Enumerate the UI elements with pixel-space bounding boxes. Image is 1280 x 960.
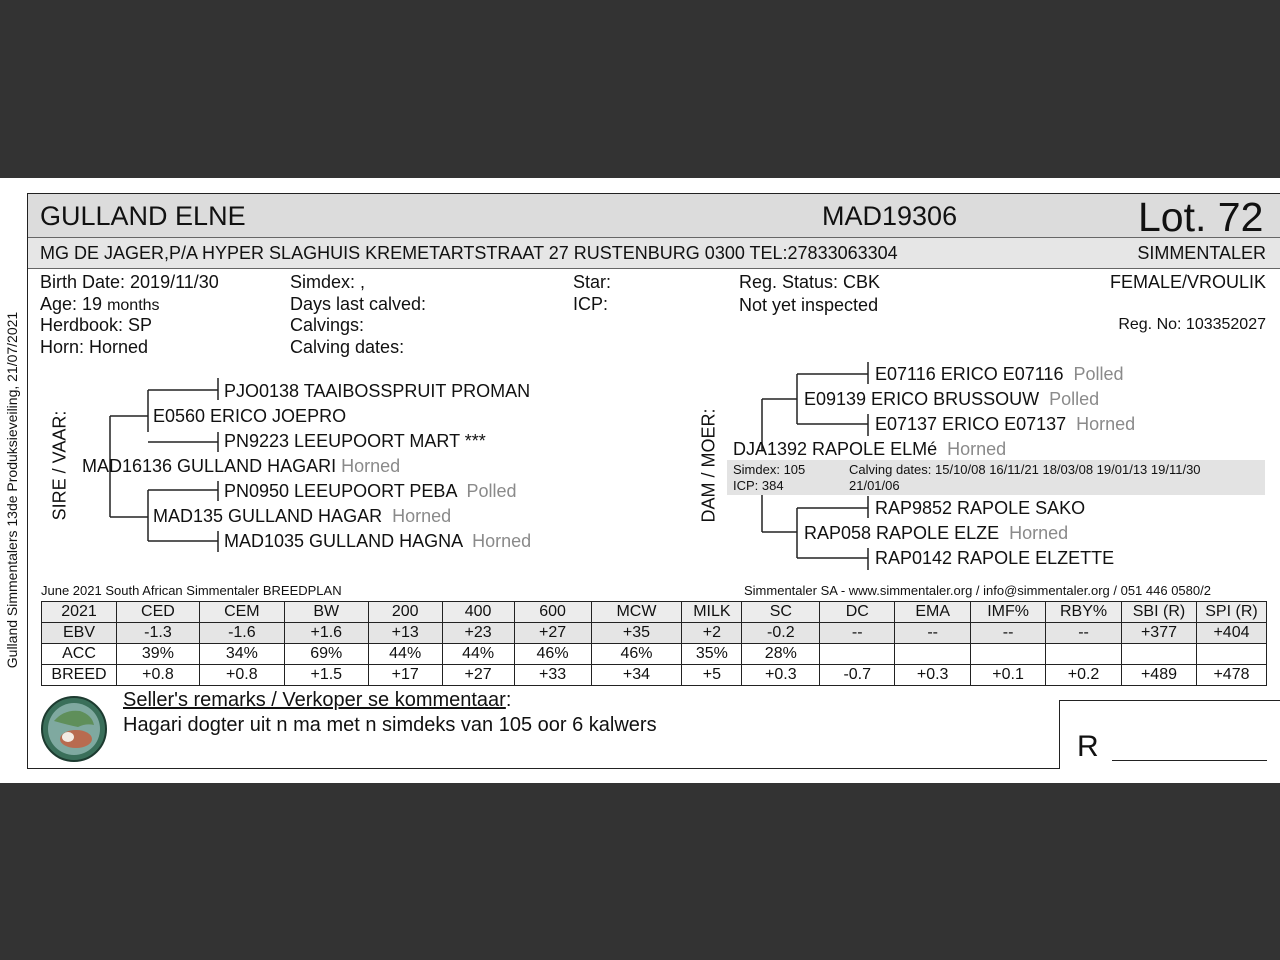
- pedigree-dds: RAP9852 RAPOLE SAKO: [875, 498, 1086, 518]
- ebv-cell: +0.2: [1046, 665, 1122, 686]
- herdbook: Herdbook: SP: [40, 315, 153, 335]
- pedigree-sss: PJO0138 TAAIBOSSPRUIT PROMAN: [224, 381, 531, 401]
- ebv-cell: RBY%: [1046, 602, 1122, 623]
- ebv-cell: -1.3: [116, 623, 199, 644]
- ebv-cell: [1046, 644, 1122, 665]
- ebv-cell: +23: [442, 623, 514, 644]
- ebv-cell: [971, 644, 1046, 665]
- age-label: Age: 19: [40, 294, 103, 314]
- ebv-cell: +27: [442, 665, 514, 686]
- ebv-cell: SC: [742, 602, 820, 623]
- ebv-cell: +0.1: [971, 665, 1046, 686]
- animal-name: GULLAND ELNE: [40, 201, 246, 231]
- ebv-cell: CEM: [199, 602, 284, 623]
- ebv-cell: 35%: [682, 644, 742, 665]
- ebv-cell: +0.3: [742, 665, 820, 686]
- ebv-cell: --: [895, 623, 971, 644]
- breedplan-title: June 2021 South African Simmentaler BREEDPLAN: [41, 583, 342, 598]
- dam-label: DAM / MOER:: [698, 408, 719, 523]
- registration-id: MAD19306: [822, 201, 958, 231]
- ebv-cell: EMA: [895, 602, 971, 623]
- birth-date: Birth Date: 2019/11/30: [40, 272, 219, 292]
- ebv-cell: [895, 644, 971, 665]
- owner-details: MG DE JAGER,P/A HYPER SLAGHUIS KREMETARTSTRAAT 27 RUSTENBURG 0300 TEL:27833063304: [40, 243, 898, 263]
- ebv-cell: +0.3: [895, 665, 971, 686]
- pedigree-ds: E09139 ERICO BRUSSOUW Polled: [804, 389, 1100, 409]
- ebv-cell: [1196, 644, 1266, 665]
- ebv-cell: 600: [514, 602, 591, 623]
- pedigree-ss: E0560 ERICO JOEPRO: [153, 406, 347, 426]
- simdex: Simdex: ,: [290, 272, 366, 292]
- reg-number: Reg. No: 103352027: [1118, 316, 1266, 333]
- ebv-cell: +34: [591, 665, 682, 686]
- calving-dates: Calving dates:: [290, 337, 405, 357]
- price-currency: R: [1077, 730, 1099, 763]
- ebv-row: [42, 623, 1267, 644]
- ebv-cell: +0.8: [199, 665, 284, 686]
- ebv-cell: +33: [514, 665, 591, 686]
- ebv-cell: +1.5: [284, 665, 368, 686]
- ebv-row: [42, 602, 1267, 623]
- ebv-cell: +377: [1122, 623, 1197, 644]
- ebv-cell: IMF%: [971, 602, 1046, 623]
- ebv-cell: 69%: [284, 644, 368, 665]
- ebv-cell: 28%: [742, 644, 820, 665]
- ebv-cell: +0.8: [116, 665, 199, 686]
- ebv-table: [41, 601, 1267, 686]
- ebv-cell: MCW: [591, 602, 682, 623]
- ebv-cell: --: [820, 623, 895, 644]
- breedplan-contact: Simmentaler SA - www.simmentaler.org / info@simmentaler.org / 051 446 0580/2: [744, 583, 1211, 598]
- ebv-cell: CED: [116, 602, 199, 623]
- ebv-cell: 200: [368, 602, 442, 623]
- dam-icp: ICP: 384: [733, 478, 784, 493]
- sire-label: SIRE / VAAR:: [49, 410, 70, 521]
- pedigree-sd: MAD135 GULLAND HAGAR Horned: [153, 506, 452, 526]
- ebv-cell: +404: [1196, 623, 1266, 644]
- ebv-cell: 39%: [116, 644, 199, 665]
- ebv-cell: [1122, 644, 1197, 665]
- pedigree-dss: E07116 ERICO E07116 Polled: [875, 364, 1124, 384]
- pedigree-ddd: RAP0142 RAPOLE ELZETTE: [875, 548, 1115, 568]
- ebv-cell: MILK: [682, 602, 742, 623]
- lot-number: Lot. 72: [1138, 194, 1264, 240]
- calvings: Calvings:: [290, 315, 365, 335]
- price-input-line[interactable]: [1112, 760, 1267, 761]
- ebv-cell: +478: [1196, 665, 1266, 686]
- icp: ICP:: [573, 294, 609, 314]
- ebv-cell: 400: [442, 602, 514, 623]
- ebv-row: [42, 644, 1267, 665]
- dam-simdex: Simdex: 105: [733, 462, 806, 477]
- pedigree-sds: PN0950 LEEUPOORT PEBA Polled: [224, 481, 517, 501]
- pedigree-dsd: E07137 ERICO E07137 Horned: [875, 414, 1136, 434]
- inspection-status: Not yet inspected: [739, 295, 879, 315]
- remarks-title: Seller's remarks / Verkoper se kommentaar:: [123, 689, 512, 711]
- ebv-cell: +489: [1122, 665, 1197, 686]
- pedigree-dam: DJA1392 RAPOLE ELMé Horned: [733, 439, 1007, 459]
- pedigree-ssd: PN9223 LEEUPOORT MART ***: [224, 431, 486, 451]
- remarks-text: Hagari dogter uit n ma met n simdeks van 105 oor 6 kalwers: [123, 714, 657, 736]
- ebv-cell: 46%: [591, 644, 682, 665]
- ebv-cell: 34%: [199, 644, 284, 665]
- pedigree-sdd: MAD1035 GULLAND HAGNA Horned: [224, 531, 532, 551]
- ebv-cell: BW: [284, 602, 368, 623]
- simmentaler-globe-logo-icon: [40, 695, 108, 763]
- ebv-cell: +1.6: [284, 623, 368, 644]
- ebv-cell: --: [971, 623, 1046, 644]
- ebv-cell: +2: [682, 623, 742, 644]
- days-last-calved: Days last calved:: [290, 294, 427, 314]
- ebv-cell: -1.6: [199, 623, 284, 644]
- ebv-cell: [820, 644, 895, 665]
- ebv-cell: -0.7: [820, 665, 895, 686]
- reg-status: Reg. Status: CBK: [739, 272, 881, 292]
- ebv-cell: --: [1046, 623, 1122, 644]
- ebv-row: [42, 665, 1267, 686]
- auction-side-caption: Gulland Simmentalers 13de Produksieveiling, 21/07/2021: [4, 311, 20, 669]
- ebv-cell: +5: [682, 665, 742, 686]
- ebv-cell: 44%: [442, 644, 514, 665]
- age-unit: months: [107, 297, 160, 314]
- ebv-cell: +17: [368, 665, 442, 686]
- ebv-cell: ACC: [42, 644, 117, 665]
- ebv-cell: +27: [514, 623, 591, 644]
- ebv-cell: 2021: [42, 602, 117, 623]
- pedigree-sire: MAD16136 GULLAND HAGARI Horned: [82, 456, 401, 476]
- ebv-cell: SBI (R): [1122, 602, 1197, 623]
- horn-status: Horn: Horned: [40, 337, 149, 357]
- breed-name: SIMMENTALER: [1137, 243, 1266, 263]
- ebv-cell: 44%: [368, 644, 442, 665]
- sex: FEMALE/VROULIK: [1109, 272, 1266, 292]
- dam-calving-dates-cont: 21/01/06: [849, 478, 900, 493]
- ebv-cell: +13: [368, 623, 442, 644]
- pedigree-dd: RAP058 RAPOLE ELZE Horned: [804, 523, 1069, 543]
- ebv-cell: SPI (R): [1196, 602, 1266, 623]
- ebv-cell: +35: [591, 623, 682, 644]
- star: Star:: [573, 272, 612, 292]
- ebv-cell: -0.2: [742, 623, 820, 644]
- ebv-cell: DC: [820, 602, 895, 623]
- ebv-cell: EBV: [42, 623, 117, 644]
- ebv-cell: BREED: [42, 665, 117, 686]
- ebv-cell: 46%: [514, 644, 591, 665]
- dam-calving-dates: Calving dates: 15/10/08 16/11/21 18/03/08 19/01/13 19/11/30: [849, 462, 1201, 477]
